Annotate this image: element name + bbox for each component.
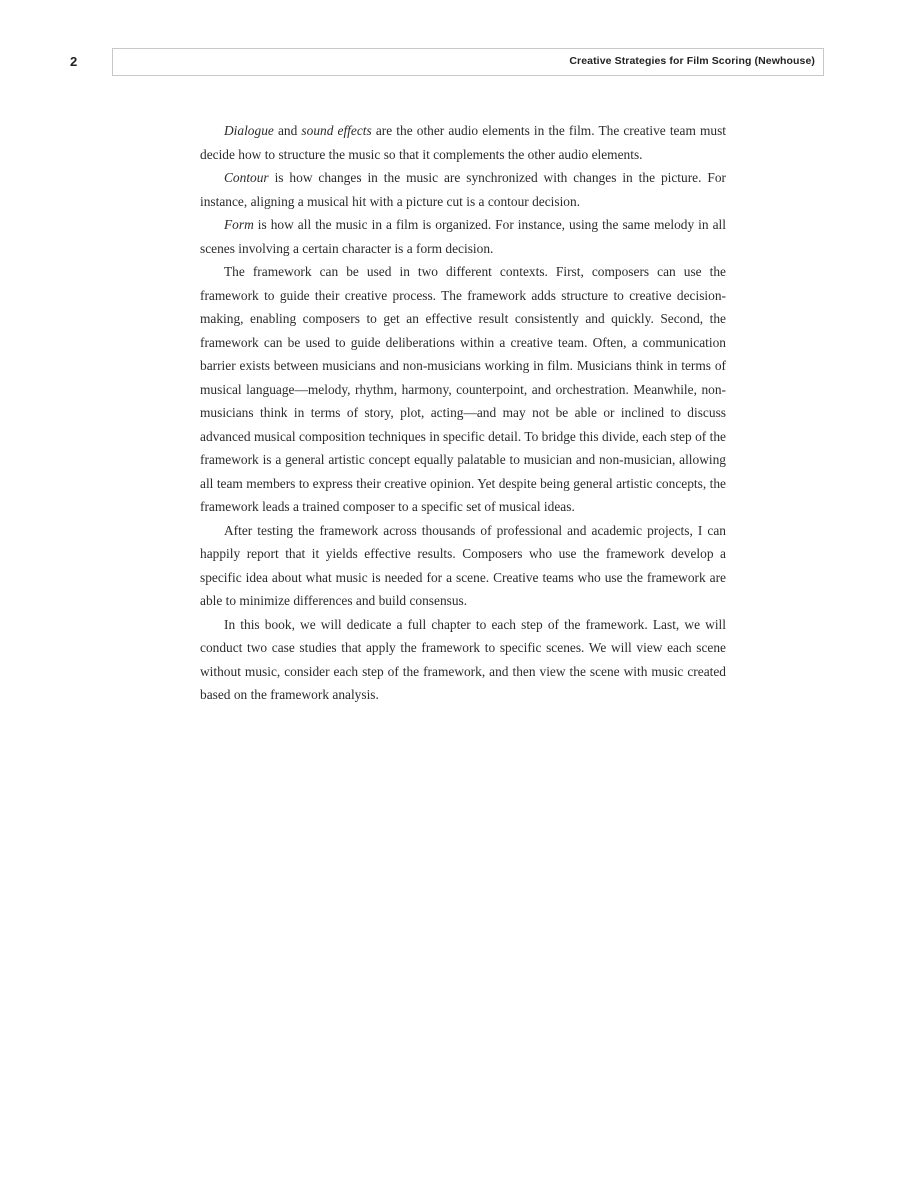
paragraph-text: After testing the framework across thousands of professional and academic projects, I can happily report that it yields effective results. Composers who use the framework develop a specific idea about what music is needed for a scene. Creative teams who use the framework are able to minimize differences and build consensus.: [200, 522, 726, 608]
paragraph-text: is how changes in the music are synchronized with changes in the picture. For instance, aligning a musical hit with a picture cut is a contour decision.: [200, 170, 726, 209]
term-form: Form: [224, 217, 254, 232]
term-sound-effects: sound effects: [301, 123, 372, 138]
paragraph-dialogue: [200, 119, 726, 166]
paragraph-framework-contexts: [200, 260, 726, 519]
term-dialogue: Dialogue: [224, 123, 274, 138]
body-text: [200, 119, 726, 707]
paragraph-form: [200, 213, 726, 260]
paragraph-text: In this book, we will dedicate a full chapter to each step of the framework. Last, we will conduct two case studies that apply the framework to specific scenes. We will view each scene without music, consider each step of the framework, and then view the scene with music created based on the framework analysis.: [200, 616, 726, 702]
paragraph-book-outline: [200, 613, 726, 707]
paragraph-text: The framework can be used in two different contexts. First, composers can use the framework to guide their creative process. The framework adds structure to creative decision-making, enabling composers to get an effective result consistently and quickly. Second, the framework can be used to guide deliberations within a creative team. Often, a communication barrier exists between musicians and non-musicians working in film. Musicians think in terms of musical language—melody, rhythm, harmony, counterpoint, and orchestration. Meanwhile, non-musicians think in terms of story, plot, acting—and may not be able or inclined to discuss advanced musical composition techniques in specific detail. To bridge this divide, each step of the framework is a general artistic concept equally palatable to musician and non-musician, allowing all team members to express their creative opinion. Yet despite being general artistic concepts, the framework leads a trained composer to a specific set of musical ideas.: [200, 264, 726, 514]
page-number: 2: [70, 54, 78, 69]
paragraph-text: are the other audio elements in the film. The creative team must decide how to structure the music so that it complements the other audio elements.: [200, 123, 727, 162]
paragraph-text: is how all the music in a film is organized. For instance, using the same melody in all scenes involving a certain character is a form decision.: [200, 217, 726, 256]
connector-text: and: [273, 123, 302, 138]
running-header: [112, 48, 824, 76]
running-header-title: Creative Strategies for Film Scoring (Newhouse): [569, 55, 815, 67]
term-contour: Contour: [224, 170, 269, 185]
paragraph-contour: [200, 166, 726, 213]
paragraph-framework-results: [200, 519, 726, 613]
